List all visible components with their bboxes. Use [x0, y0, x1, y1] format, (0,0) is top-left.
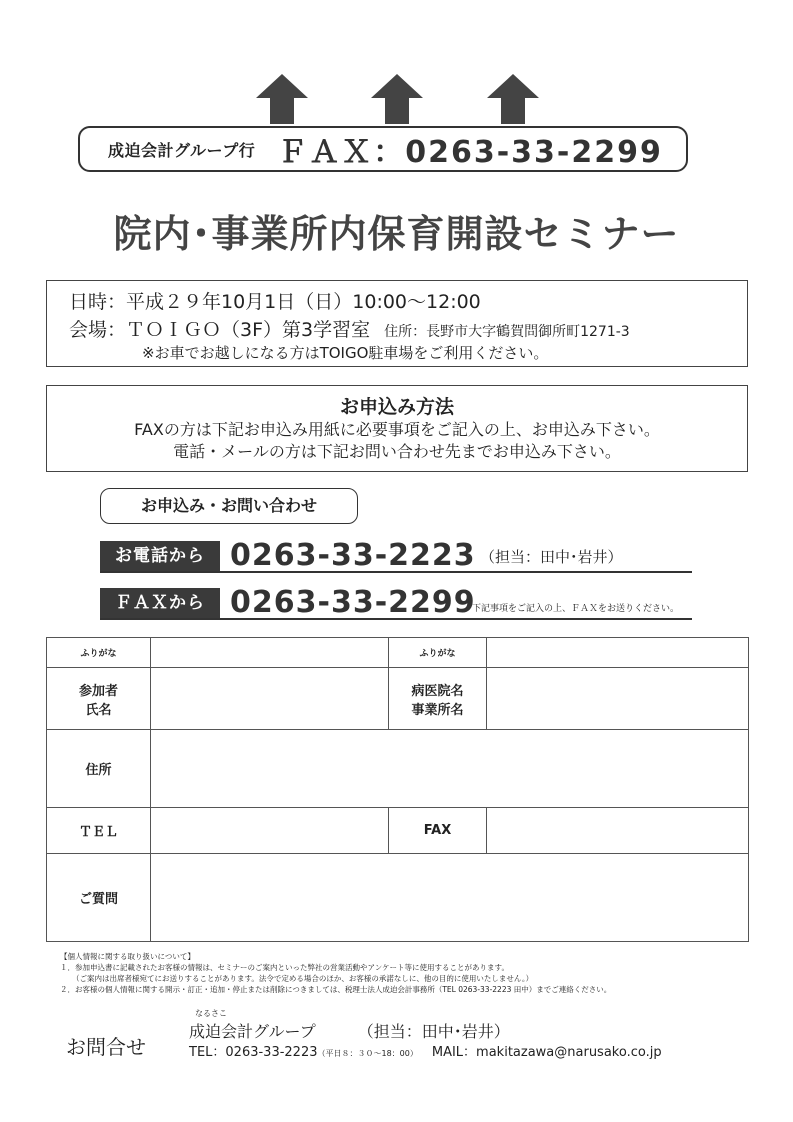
event-date: 日時：平成２９年10月1日（日）10:00～12:00 — [69, 291, 481, 313]
fax-note: 下記事項をご記入の上、ＦＡＸをお送りください。 — [472, 604, 680, 614]
page-title: 院内･事業所内保育開設セミナー — [113, 212, 680, 256]
application-form — [46, 637, 749, 942]
up-arrow-icon — [371, 74, 423, 124]
furigana-name-field[interactable] — [151, 638, 389, 668]
tel-label: ＴＥＬ — [47, 808, 151, 854]
parking-note: ※お車でお越しになる方はTOIGO駐車場をご利用ください。 — [142, 344, 549, 362]
fax-field[interactable] — [487, 808, 749, 854]
event-venue-line — [69, 315, 630, 342]
fax-field-label: FAX — [389, 808, 487, 854]
hospital-name-field[interactable] — [487, 668, 749, 730]
question-field[interactable] — [151, 854, 749, 942]
fax-header-box — [78, 126, 688, 172]
inquiry-label: お問合せ — [66, 1035, 146, 1059]
footer-contact-line — [189, 1041, 662, 1060]
privacy-item-2: ２．お客様の個人情報に関する開示・訂正・追加・停止または削除につきましては、税理士法人成迫会計事務所（TEL 0263-33-2223 田中）までご連絡ください。 — [60, 985, 612, 994]
footer-tel[interactable]: TEL：0263-33-2223 — [189, 1045, 318, 1060]
company-line — [189, 1019, 510, 1042]
fax-contact-number[interactable]: 0263-33-2299 — [230, 585, 476, 620]
phone-label: お電話から — [100, 541, 220, 571]
privacy-item-1b: （ご案内は出席者様宛てにお送りすることがあります。法令で定める場合のほか、お客様の承諾なしに、他の目的に使用いたしません。） — [72, 974, 534, 983]
hospital-label: 病医院名 事業所名 — [389, 668, 487, 730]
fax-contact-row — [100, 580, 692, 620]
address-field[interactable] — [151, 730, 749, 808]
participant-label: 参加者 氏名 — [47, 668, 151, 730]
phone-contact-row — [100, 533, 692, 573]
furigana-label: ふりがな — [389, 638, 487, 668]
phone-note: （担当：田中･岩井） — [480, 548, 623, 566]
application-box — [46, 385, 748, 472]
phone-number[interactable]: 0263-33-2223 — [230, 538, 476, 573]
event-venue: 会場：ＴＯＩＧＯ（3F）第3学習室 — [69, 319, 371, 341]
application-line-1: FAXの方は下記お申込み用紙に必要事項をご記入の上、お申込み下さい。 — [134, 420, 660, 439]
company-ruby: なるさこ — [195, 1009, 227, 1018]
fax-recipient: 成迫会計グループ行 — [108, 140, 256, 160]
address-label: 住所 — [47, 730, 151, 808]
fax-number: ＦＡＸ：0263-33-2299 — [277, 135, 663, 170]
contact-heading: お申込み・お問い合わせ — [100, 488, 358, 524]
up-arrow-icon — [256, 74, 308, 124]
up-arrow-icon — [487, 74, 539, 124]
question-label: ご質問 — [47, 854, 151, 942]
participant-name-field[interactable] — [151, 668, 389, 730]
company-name: 成迫会計グループ — [189, 1022, 316, 1041]
event-info-box — [46, 280, 748, 367]
application-line-2: 電話・メールの方は下記お問い合わせ先までお申込み下さい。 — [173, 442, 621, 461]
privacy-notes — [60, 951, 611, 995]
contact-person: （担当：田中･岩井） — [357, 1022, 510, 1041]
application-title: お申込み方法 — [339, 396, 454, 418]
event-address: 住所：長野市大字鶴賀問御所町1271-3 — [384, 324, 630, 340]
footer-mail[interactable]: MAIL：makitazawa@narusako.co.jp — [431, 1045, 662, 1060]
business-hours: （平日８：３０～18：00） — [317, 1049, 418, 1058]
fax-label: ＦＡＸから — [100, 588, 220, 618]
tel-field[interactable] — [151, 808, 389, 854]
furigana-label: ふりがな — [47, 638, 151, 668]
privacy-heading: 【個人情報に関する取り扱いについて】 — [60, 952, 195, 961]
privacy-item-1: １．参加申込書に記載されたお客様の情報は、セミナーのご案内といった弊社の営業活動やアンケート等に使用することがあります。 — [60, 963, 509, 972]
furigana-hospital-field[interactable] — [487, 638, 749, 668]
